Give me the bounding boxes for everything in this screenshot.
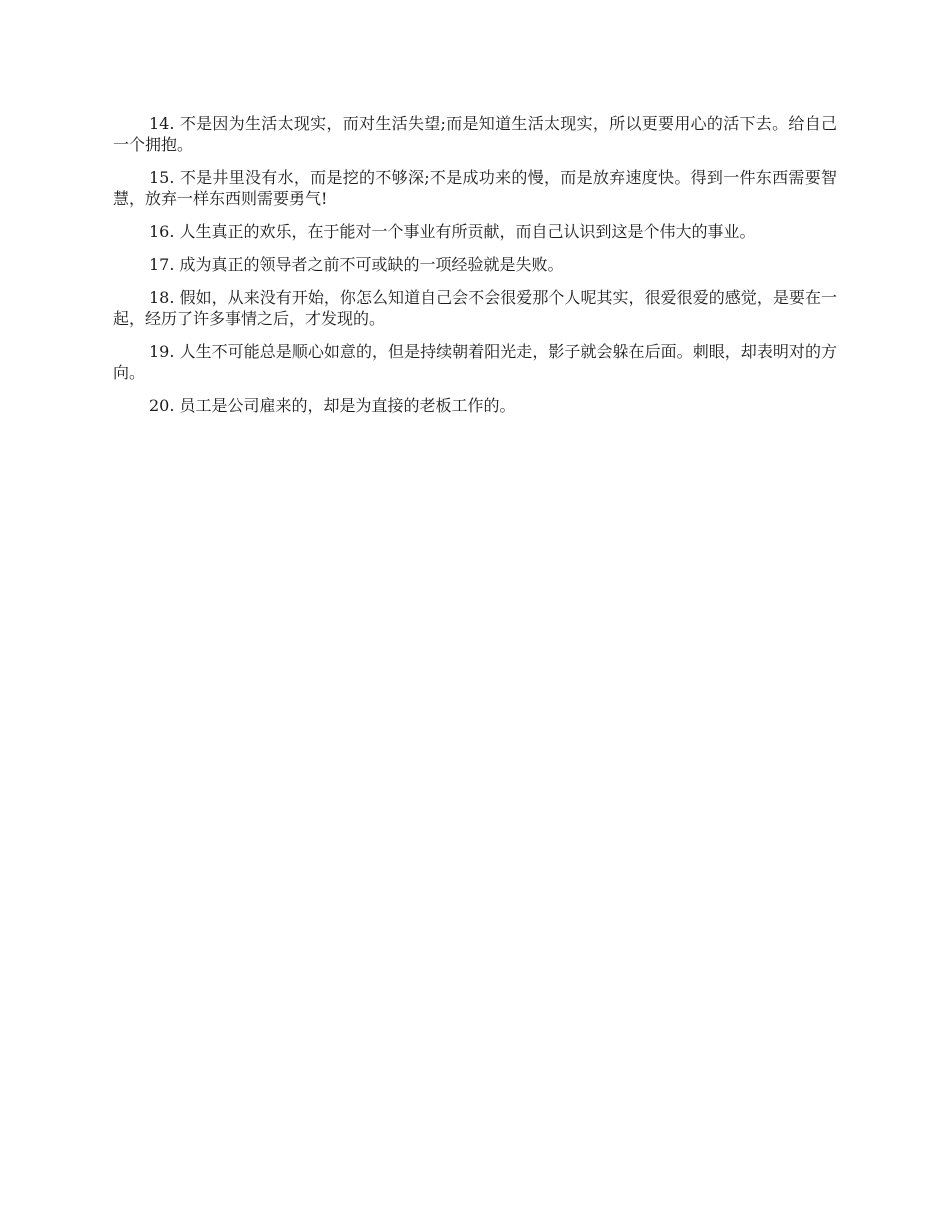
document-body (113, 113, 837, 428)
quote-paragraph-16: 16. 人生真正的欢乐，在于能对一个事业有所贡献，而自己认识到这是个伟大的事业。 (149, 222, 756, 241)
quote-paragraph-18: 18. 假如，从来没有开始，你怎么知道自己会不会很爱那个人呢其实，很爱很爱的感觉，是要在一起，经历了许多事情之后，才发现的。 (113, 288, 837, 328)
quote-paragraph-19: 19. 人生不可能总是顺心如意的，但是持续朝着阳光走，影子就会躲在后面。刺眼，却表明对的方向。 (113, 342, 837, 382)
quote-paragraph-15: 15. 不是井里没有水，而是挖的不够深;不是成功来的慢，而是放弃速度快。得到一件东西需要智慧，放弃一样东西则需要勇气! (113, 168, 837, 208)
quote-paragraph-14: 14. 不是因为生活太现实，而对生活失望;而是知道生活太现实，所以更要用心的活下去。给自己一个拥抱。 (113, 114, 837, 154)
quote-paragraph-20: 20. 员工是公司雇来的，却是为直接的老板工作的。 (149, 396, 516, 415)
quote-paragraph-17: 17. 成为真正的领导者之前不可或缺的一项经验就是失败。 (149, 255, 564, 274)
